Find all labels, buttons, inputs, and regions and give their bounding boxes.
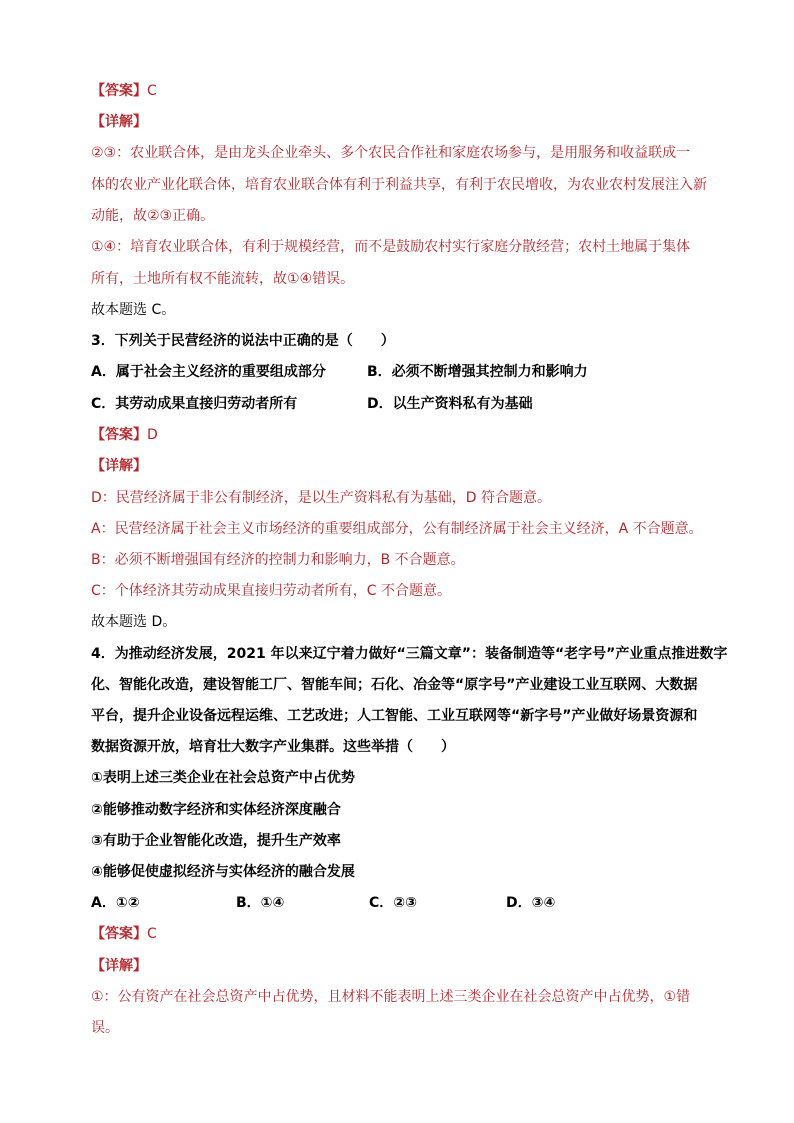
answer-tag: 【答案】 [91, 83, 147, 99]
q2-detail-line: ②③：农业联合体，是由龙头企业牵头、多个农民合作社和家庭农场参与，是用服务和收益联成一 [91, 145, 691, 161]
q4-item-3: ③有助于企业智能化改造，提升生产效率 [91, 833, 341, 849]
q4-item-1: ①表明上述三类企业在社会总资产中占优势 [91, 770, 355, 786]
q3-answer-line [91, 425, 158, 445]
q3-conclusion: 故本题选 D。 [91, 614, 177, 630]
q4-detail-line: ①：公有资产在社会总资产中占优势，且材料不能表明上述三类企业在社会总资产中占优势，①错 [91, 989, 691, 1005]
q4-detail-line: 误。 [91, 1020, 119, 1036]
q4-option-b: B．①④ [236, 895, 285, 911]
q3-detail-line: C：个体经济其劳动成果直接归劳动者所有，C 不合题意。 [91, 583, 451, 599]
q3-option-d: D．以生产资料私有为基础 [367, 396, 533, 412]
q3-detail-line: B：必须不断增强国有经济的控制力和影响力，B 不合题意。 [91, 552, 465, 568]
q3-option-a: A．属于社会主义经济的重要组成部分 [91, 364, 326, 380]
q2-detail-line: ①④：培育农业联合体，有利于规模经营，而不是鼓励农村实行家庭分散经营；农村土地属于集体 [91, 239, 691, 255]
q2-detail-line: 所有，土地所有权不能流转，故①④错误。 [91, 271, 355, 287]
q3-options-row-1 [91, 362, 701, 382]
q3-stem: 3．下列关于民营经济的说法中正确的是（ ） [91, 333, 395, 349]
detail-tag: 【详解】 [91, 114, 147, 130]
detail-tag: 【详解】 [91, 958, 147, 974]
q2-detail-line: 体的农业产业化联合体，培育农业联合体有利于利益共享，有利于农民增收，为农业农村发展注入新 [91, 177, 707, 193]
q3-detail-line: D：民营经济属于非公有制经济，是以生产资料私有为基础，D 符合题意。 [91, 490, 552, 506]
q4-item-2: ②能够推动数字经济和实体经济深度融合 [91, 802, 341, 818]
q4-options-row [91, 893, 701, 913]
q4-answer-line [91, 924, 157, 944]
answer-tag: 【答案】 [91, 926, 147, 942]
q4-option-c: C．②③ [369, 895, 417, 911]
answer-tag: 【答案】 [91, 427, 147, 443]
answer-value: C [147, 83, 157, 99]
q4-stem-line: 数据资源开放，培育壮大数字产业集群。这些举措（ ） [91, 739, 455, 755]
q4-option-a: A．①② [91, 895, 140, 911]
q4-option-d: D．③④ [506, 895, 556, 911]
q3-option-c: C．其劳动成果直接归劳动者所有 [91, 396, 298, 412]
detail-tag: 【详解】 [91, 458, 147, 474]
answer-value: C [147, 926, 157, 942]
q3-options-row-2 [91, 394, 701, 414]
q3-option-b: B．必须不断增强其控制力和影响力 [367, 364, 588, 380]
q3-detail-line: A：民营经济属于社会主义市场经济的重要组成部分，公有制经济属于社会主义经济，A 不合题意。 [91, 521, 703, 537]
answer-value: D [147, 427, 158, 443]
q4-stem-line: 4．为推动经济发展，2021 年以来辽宁着力做好“三篇文章”：装备制造等“老字号”产业重点推进数字 [91, 646, 728, 662]
q2-detail-line: 动能，故②③正确。 [91, 208, 215, 224]
q4-stem-line: 平台，提升企业设备远程运维、工艺改进；人工智能、工业互联网等“新字号”产业做好场景资源和 [91, 708, 698, 724]
q2-conclusion: 故本题选 C。 [91, 302, 176, 318]
q2-answer-line [91, 81, 157, 101]
q4-item-4: ④能够促使虚拟经济与实体经济的融合发展 [91, 864, 355, 880]
q4-stem-line: 化、智能化改造，建设智能工厂、智能车间；石化、冶金等“原字号”产业建设工业互联网、大数据 [91, 677, 698, 693]
